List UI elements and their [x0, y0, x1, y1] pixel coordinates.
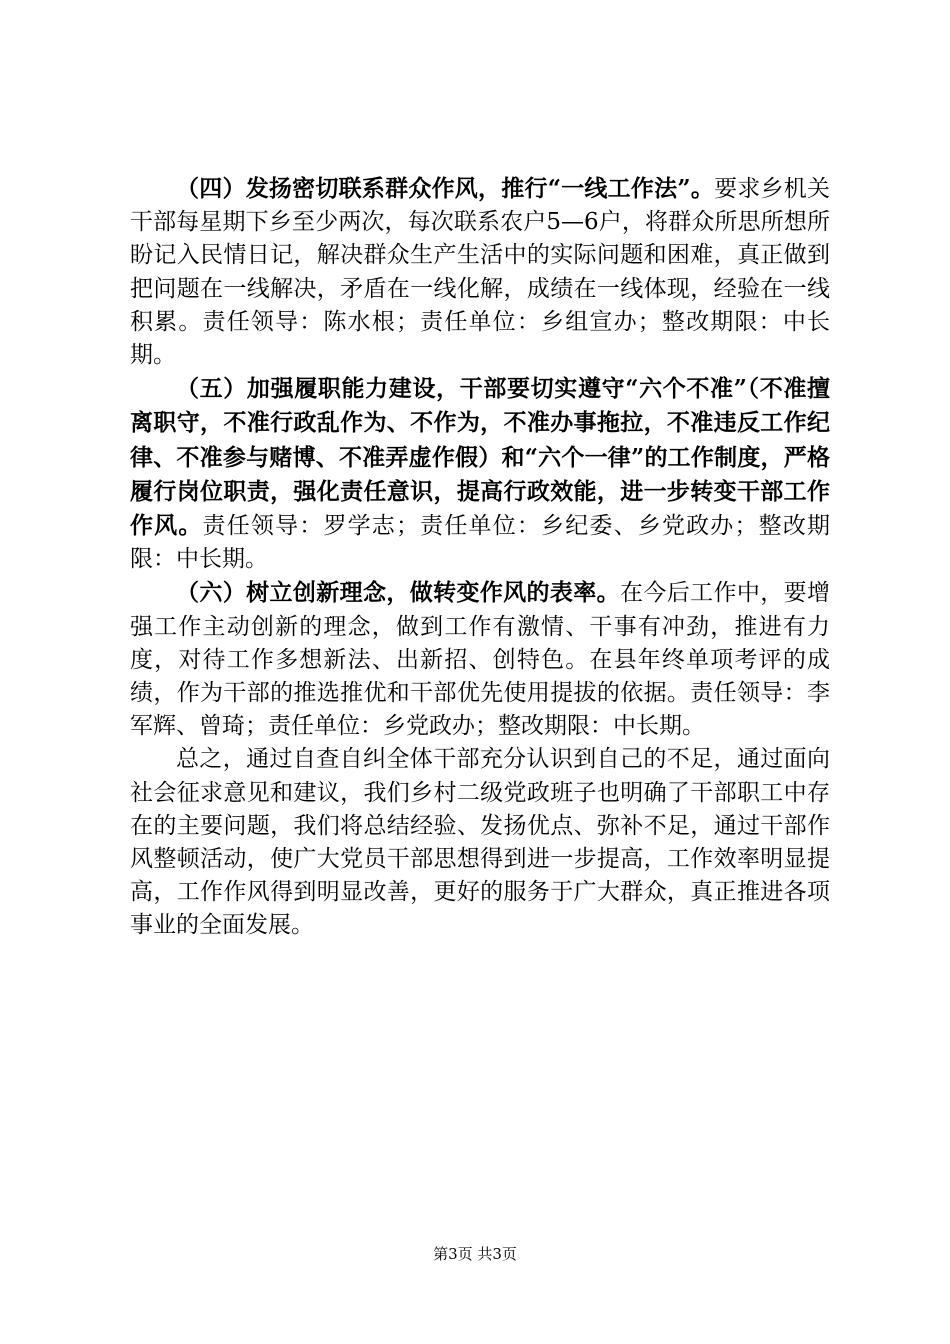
paragraph-text: 在今后工作中，要增强工作主动创新的理念，做到工作有激情、干事有冲劲，推进有力度，对待工作多想新法、出新招、创特色。在县年终单项考评的成绩，作为干部的推选推优和干部优先使用提拔的依据。责任领导：李军辉、曾琦；责任单位：乡党政办；整改期限：中长期。 — [130, 580, 831, 740]
paragraph-4 — [130, 172, 830, 372]
paragraph-text: 总之，通过自查自纠全体干部充分认识到自己的不足，通过面向社会征求意见和建议，我们乡村二级党政班子也明确了干部职工中存在的主要问题，我们将总结经验、发扬优点、弥补不足，通过干部作风整顿活动，使广大党员干部思想得到进一步提高，工作效率明显提高，工作作风得到明显改善，更好的服务于广大群众，真正推进各项事业的全面发展。 — [130, 746, 830, 939]
paragraph-text: 要求乡机关干部每星期下乡至少两次，每次联系农户5—6户，将群众所思所想所盼记入民情日记，解决群众生产生活中的实际问题和困难，真正做到把问题在一线解决，矛盾在一线化解，成绩在一线体现，经验在一线积累。责任领导：陈水根；责任单位：乡组宣办；整改期限：中长期。 — [130, 176, 830, 369]
paragraph-lead: （六）树立创新理念，做转变作风的表率。 — [176, 579, 621, 607]
paragraph-summary — [130, 743, 830, 942]
paragraph-lead: （四）发扬密切联系群众作风，推行“一线工作法”。 — [176, 175, 715, 202]
paragraph-5 — [130, 372, 830, 576]
document-body — [130, 172, 830, 943]
paragraph-6 — [130, 576, 830, 743]
paragraph-text: 责任领导：罗学志；责任单位：乡纪委、乡党政办；整改期限：中长期。 — [130, 513, 831, 573]
page-footer: 第3页 共3页 — [433, 1245, 517, 1263]
paragraph-lead: （五）加强履职能力建设，干部要切实遵守“六个不准”（不准擅离职守，不准行政乱作为、不作为，不准办事拖拉，不准违反工作纪律、不准参与赌博、不准弄虚作假）和“六个一律”的工作制度，严格履行岗位职责，强化责任意识，提高行政效能，进一步转变干部工作作风。 — [130, 375, 830, 540]
